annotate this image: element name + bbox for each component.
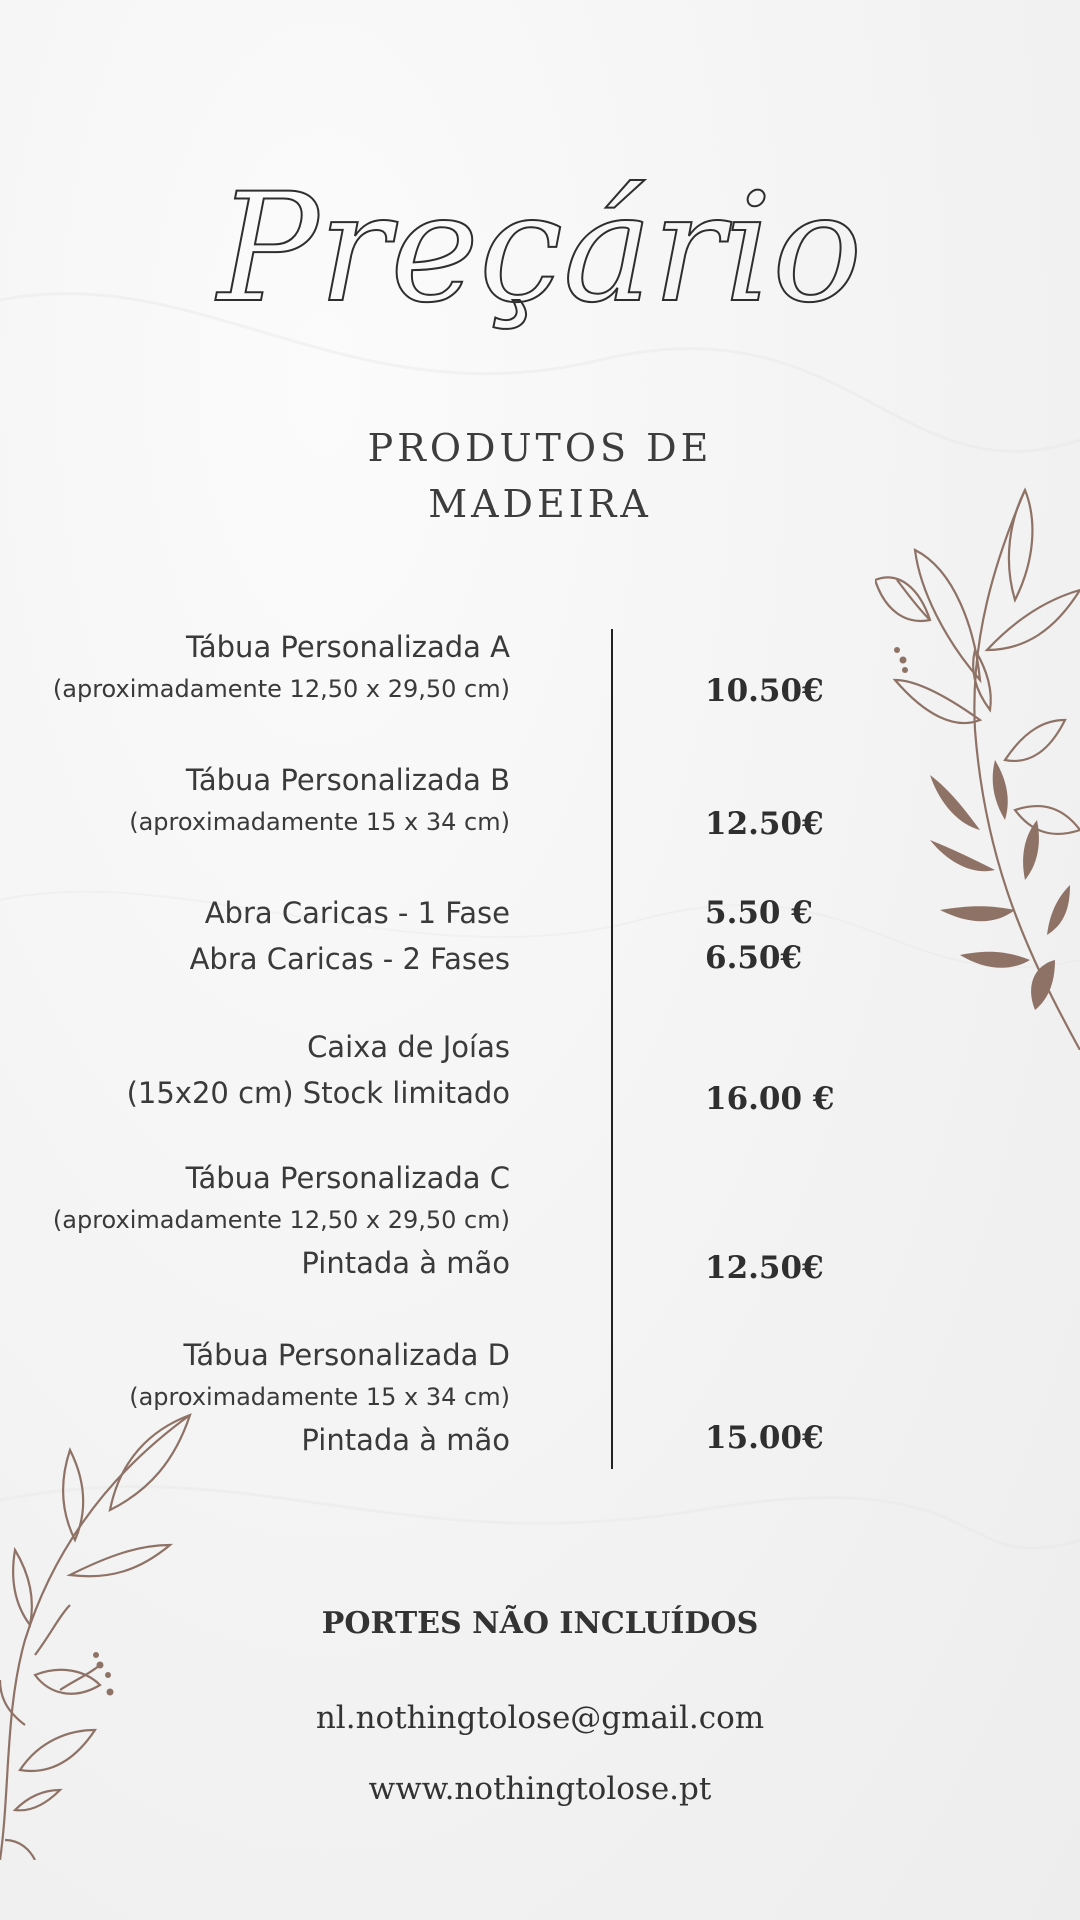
- script-title-text: Preçário: [217, 162, 863, 336]
- item-opener-2-price: 6.50€: [705, 940, 803, 976]
- item-c-detail: (aproximadamente 12,50 x 29,50 cm): [52, 1206, 510, 1234]
- item-b-price: 12.50€: [705, 806, 824, 842]
- botanical-branch-left-icon: [0, 1410, 200, 1860]
- item-opener-1-name: Abra Caricas - 1 Fase: [204, 896, 510, 930]
- item-jewel-box-name: Caixa de Joías: [307, 1030, 510, 1064]
- item-d-note: Pintada à mão: [301, 1423, 510, 1457]
- item-c-price: 12.50€: [705, 1250, 824, 1286]
- section-heading-line2: MADEIRA: [428, 482, 652, 526]
- contact-website: www.nothingtolose.pt: [368, 1771, 712, 1807]
- item-a-name: Tábua Personalizada A: [185, 630, 510, 664]
- item-a-detail: (aproximadamente 12,50 x 29,50 cm): [52, 675, 510, 703]
- item-opener-2-name: Abra Caricas - 2 Fases: [189, 942, 510, 976]
- item-a-price: 10.50€: [705, 673, 824, 709]
- item-d-price: 15.00€: [705, 1420, 824, 1456]
- item-jewel-box-detail: (15x20 cm) Stock limitado: [126, 1076, 510, 1110]
- item-c-name: Tábua Personalizada C: [185, 1161, 510, 1195]
- item-b-name: Tábua Personalizada B: [185, 763, 510, 797]
- contact-email: nl.nothingtolose@gmail.com: [315, 1700, 765, 1736]
- botanical-branch-right-icon: [875, 480, 1080, 1050]
- item-c-note: Pintada à mão: [301, 1246, 510, 1280]
- item-jewel-box-price: 16.00 €: [705, 1081, 835, 1117]
- item-opener-1-price: 5.50 €: [705, 895, 813, 931]
- item-d-name: Tábua Personalizada D: [183, 1338, 510, 1372]
- section-heading-line1: PRODUTOS DE: [367, 426, 713, 470]
- shipping-note: PORTES NÃO INCLUÍDOS: [321, 1606, 759, 1641]
- item-b-detail: (aproximadamente 15 x 34 cm): [129, 808, 510, 836]
- item-d-detail: (aproximadamente 15 x 34 cm): [129, 1383, 510, 1411]
- vertical-divider: [611, 629, 613, 1469]
- page-title: [0, 140, 1080, 370]
